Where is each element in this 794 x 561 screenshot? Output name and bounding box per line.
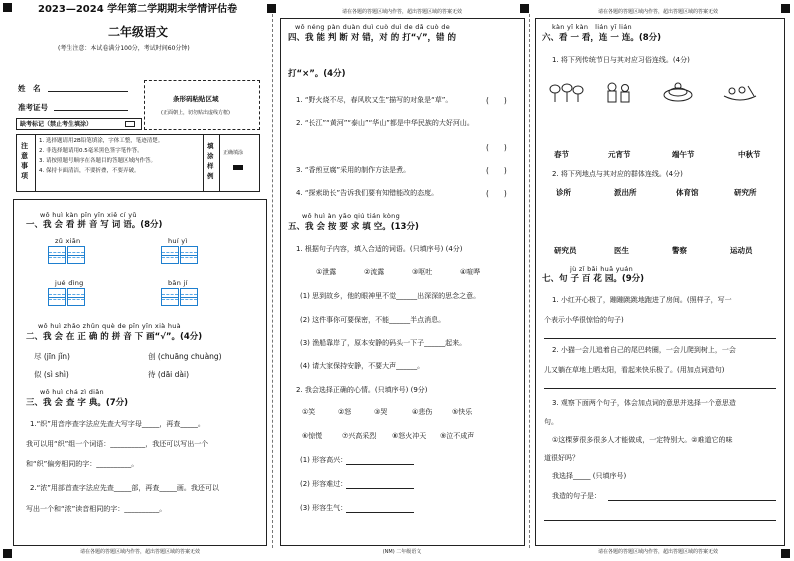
option: ③呕吐 xyxy=(412,268,433,276)
option: ⑦兴高采烈 xyxy=(342,432,377,440)
section-pinyin: kàn yī kàn lián yī lián xyxy=(552,23,632,31)
couplet-picture xyxy=(600,82,636,104)
section-3-title: 三、我 会 查 字 典。(7分) xyxy=(26,398,129,408)
option: ⑨泣不成声 xyxy=(440,432,475,440)
place-label[interactable]: 派出所 xyxy=(614,188,637,197)
section-pinyin: wǒ huì chá zì diǎn xyxy=(40,388,104,396)
festival-label[interactable]: 元宵节 xyxy=(608,150,631,159)
answer-line[interactable] xyxy=(608,500,776,501)
name-field[interactable] xyxy=(48,91,128,92)
section-4-title-cont: 打“×”。(4分) xyxy=(288,69,346,79)
writing-grid[interactable] xyxy=(48,288,66,306)
fill-sentence: (2) 这件事你可要保密，不能______半点消息。 xyxy=(300,316,446,324)
festival-label[interactable]: 中秋节 xyxy=(738,150,761,159)
question-text: 我可以用“织”组一个词语：__________，我还可以写出一个 xyxy=(26,440,209,448)
pinyin-choice[interactable]: 待 (dāi dài) xyxy=(148,370,190,379)
mooncake-picture xyxy=(660,82,696,104)
answer-area-warning: 请在各题的答题区域内作答，超出答题区域的答案无效 xyxy=(79,549,200,555)
make-sentence-label: 我造的句子是： xyxy=(552,492,601,500)
people-label[interactable]: 医生 xyxy=(614,246,629,255)
fill-label: 填涂样例 xyxy=(207,142,214,180)
question-text: 2. 小猫一会儿追着自己的尾巴转圈，一会儿爬到树上，一会 xyxy=(552,346,736,354)
note-line: 3. 请按照题号顺序在各题目的答题区域内作答。 xyxy=(39,158,156,164)
option: ④喧哗 xyxy=(460,268,481,276)
answer-line[interactable] xyxy=(346,512,414,513)
section-7-title: 七、句 子 百 花 园。(9分) xyxy=(542,274,645,284)
form-label: (3) 形容生气： xyxy=(300,504,348,512)
writing-grid[interactable] xyxy=(161,288,179,306)
judge-item: 2. “长江”“黄河”“泰山”“华山”都是中华民族的大好河山。 xyxy=(296,119,474,127)
people-label[interactable]: 运动员 xyxy=(730,246,753,255)
judge-bracket[interactable]: ( ) xyxy=(486,189,507,198)
section-pinyin: wǒ huì kàn pīn yīn xiě cí yǔ xyxy=(40,211,137,219)
writing-grid[interactable] xyxy=(67,246,85,264)
registration-mark xyxy=(3,3,12,12)
option: ⑧怒火冲天 xyxy=(392,432,427,440)
section-1-title: 一、我 会 看 拼 音 写 词 语。(8分) xyxy=(26,220,163,230)
fold-line xyxy=(529,14,530,548)
people-label[interactable]: 研究员 xyxy=(554,246,577,255)
exam-title: 2023—2024 学年第二学期期末学情评估卷 xyxy=(38,4,238,15)
judge-item: 1. “野火烧不尽，春风吹又生”描写的对象是“草”。 xyxy=(296,96,453,104)
fill-sentence: (4) 请大家保持安静，不要大声______。 xyxy=(300,362,425,370)
fold-line xyxy=(272,14,273,548)
registration-mark xyxy=(781,4,790,13)
question-text: 2. 我会选择正确的心情。(只填序号) (9分) xyxy=(296,386,428,394)
absent-checkbox[interactable] xyxy=(125,121,135,127)
answer-line[interactable] xyxy=(544,338,776,339)
section-pinyin: jù zǐ bǎi huā yuán xyxy=(570,265,634,273)
pinyin-choice[interactable]: 尽 (jīn jǐn) xyxy=(34,352,70,361)
answer-line[interactable] xyxy=(544,388,776,389)
people-label[interactable]: 警察 xyxy=(672,246,687,255)
question-text: 2. 将下列地点与其对应的群体连线。(4分) xyxy=(552,170,683,178)
option: ⑥惊慌 xyxy=(302,432,323,440)
divider xyxy=(35,135,36,191)
option: ③哭 xyxy=(374,408,388,416)
judge-item: 4. “探索助长”告诉我们要有知错能改的态度。 xyxy=(296,189,439,197)
absent-label: 缺考标记（禁止考生填涂） xyxy=(20,121,93,128)
fill-sentence: (3) 渔船靠岸了，原本安静的码头一下子______起来。 xyxy=(300,339,467,347)
divider xyxy=(219,135,220,191)
note-line: 1. 选择题请用2B铅笔填涂，字体工整，笔迹清楚。 xyxy=(39,138,164,144)
section-2-title: 二、我 会 在 正 确 的 拼 音 下 画“√”。(4分) xyxy=(26,332,203,342)
pinyin-choice[interactable]: 似 (sì shì) xyxy=(34,370,69,379)
lantern-picture xyxy=(548,82,584,104)
form-label: (2) 形容难过： xyxy=(300,480,348,488)
section-pinyin: wǒ huì àn yāo qiú tián kòng xyxy=(302,212,401,220)
answer-line[interactable] xyxy=(346,488,414,489)
place-label[interactable]: 研究所 xyxy=(734,188,757,197)
question-text: 3. 观察下面两个句子，体会加点词的意思并选择一个意思造 xyxy=(552,399,736,407)
question-text: 儿又躺在草地上晒太阳，看起来快乐极了。(用加点词造句) xyxy=(544,366,725,374)
barcode-title: 条形码粘贴区域 xyxy=(173,95,219,103)
writing-grid[interactable] xyxy=(180,246,198,264)
dragon-boat-picture xyxy=(722,82,758,104)
section-pinyin: wǒ néng pàn duàn duì cuò duì de dǎ cuò de xyxy=(295,23,450,31)
notes-box xyxy=(16,134,260,192)
judge-bracket[interactable]: ( ) xyxy=(486,143,507,152)
section-4-title: 四、我 能 判 断 对 错，对 的 打“√”，错 的 xyxy=(288,33,457,43)
choose-label[interactable]: 我选择_____ (只填序号) xyxy=(552,472,627,480)
fill-sample xyxy=(233,165,243,170)
writing-grid[interactable] xyxy=(180,288,198,306)
answer-area-warning: 请在各题的答题区域内作答，超出答题区域的答案无效 xyxy=(597,549,718,555)
festival-label[interactable]: 春节 xyxy=(554,150,569,159)
note-line: 4. 保持卡面清洁，不要折叠，不要弄破。 xyxy=(39,168,140,174)
answer-area-warning: 请在各题的答题区域内作答，超出答题区域的答案无效 xyxy=(597,9,718,15)
ticket-label: 准考证号 xyxy=(18,103,48,112)
correct-label: 正确填涂 xyxy=(223,150,244,156)
question-text: 个表示小华很惊恰的句子) xyxy=(544,316,624,324)
footer-code: (NM) 二年级语文 xyxy=(382,549,422,555)
judge-bracket[interactable]: ( ) xyxy=(486,166,507,175)
fill-sentence: (1) 思到故乡，他的眼神里不觉______出深深的思念之意。 xyxy=(300,292,481,300)
question-text: ①这棵萝很多很多人才能做成，一定特别大。②难道它的味 xyxy=(552,436,733,444)
registration-mark xyxy=(267,4,276,13)
writing-grid[interactable] xyxy=(67,288,85,306)
pinyin-choice[interactable]: 创 (chuāng chuàng) xyxy=(148,352,222,361)
question-text: 2.“浓”用部首查字法应先查_____部，再查_____画。我还可以 xyxy=(30,484,219,492)
barcode-hint: (正面朝上，切勿贴出虚线方框) xyxy=(161,110,230,116)
answer-area-warning: 请在各题的答题区域内作答，超出答题区域的答案无效 xyxy=(341,9,462,15)
question-text: 写出一个和“浓”读音相同的字：__________。 xyxy=(26,505,167,513)
judge-bracket[interactable]: ( ) xyxy=(486,96,507,105)
answer-line[interactable] xyxy=(346,464,414,465)
option: ②怒 xyxy=(338,408,352,416)
absent-mark-box xyxy=(16,118,142,130)
ticket-field[interactable] xyxy=(54,110,128,111)
question-text: 道很好吗？ xyxy=(544,454,579,462)
word-pinyin: huí yì xyxy=(168,237,188,245)
question-text: 1.“织”用音序查字法应先查大写字母_____，再查_____。 xyxy=(30,420,205,428)
option: ①泄露 xyxy=(316,268,337,276)
festival-label[interactable]: 端午节 xyxy=(672,150,695,159)
place-label[interactable]: 体育馆 xyxy=(676,188,699,197)
word-pinyin: bān jí xyxy=(168,279,188,287)
notes-label: 注意事项 xyxy=(21,142,28,180)
option: ①笑 xyxy=(302,408,316,416)
question-text: 1. 小红开心极了，蹦蹦跳跳地跑进了房间。(照样子，写一 xyxy=(552,296,732,304)
registration-mark xyxy=(3,549,12,558)
place-label[interactable]: 诊所 xyxy=(556,188,571,197)
question-text: 1. 将下列传统节日与其对应习俗连线。(4分) xyxy=(552,56,690,64)
note-line: 2. 非选择题请用0.5毫米黑色签字笔作答。 xyxy=(39,148,143,154)
question-text: 句。 xyxy=(544,418,558,426)
name-label: 姓 名 xyxy=(18,84,41,93)
section-6-title: 六、看 一 看，连 一 连。(8分) xyxy=(542,33,662,43)
registration-mark xyxy=(781,549,790,558)
writing-grid[interactable] xyxy=(48,246,66,264)
barcode-area xyxy=(144,80,260,130)
section-pinyin: wǒ huì zhǎo zhǔn què de pīn yīn xià huà xyxy=(38,322,181,330)
writing-grid[interactable] xyxy=(161,246,179,264)
section-5-title: 五、我 会 按 要 求 填 空。(13分) xyxy=(288,222,419,232)
word-pinyin: zǔ xiān xyxy=(55,237,81,245)
exam-note: (考生注意：本试卷满分100分，考试时间60分钟) xyxy=(58,45,190,52)
divider xyxy=(203,135,204,191)
form-label: (1) 形容高兴： xyxy=(300,456,348,464)
question-text: 1. 根据句子内容，填入合适的词语。(只填序号) (4分) xyxy=(296,245,463,253)
word-pinyin: jué dìng xyxy=(55,279,84,287)
subject-title: 二年级语文 xyxy=(108,25,169,39)
question-text: 和“织”偏旁相同的字：__________。 xyxy=(26,460,139,468)
answer-line[interactable] xyxy=(544,520,776,521)
option: ⑤快乐 xyxy=(452,408,473,416)
option: ②流露 xyxy=(364,268,385,276)
judge-item: 3. “香煎豆腐”采用的制作方法是煮。 xyxy=(296,166,411,174)
option: ④悲伤 xyxy=(412,408,433,416)
